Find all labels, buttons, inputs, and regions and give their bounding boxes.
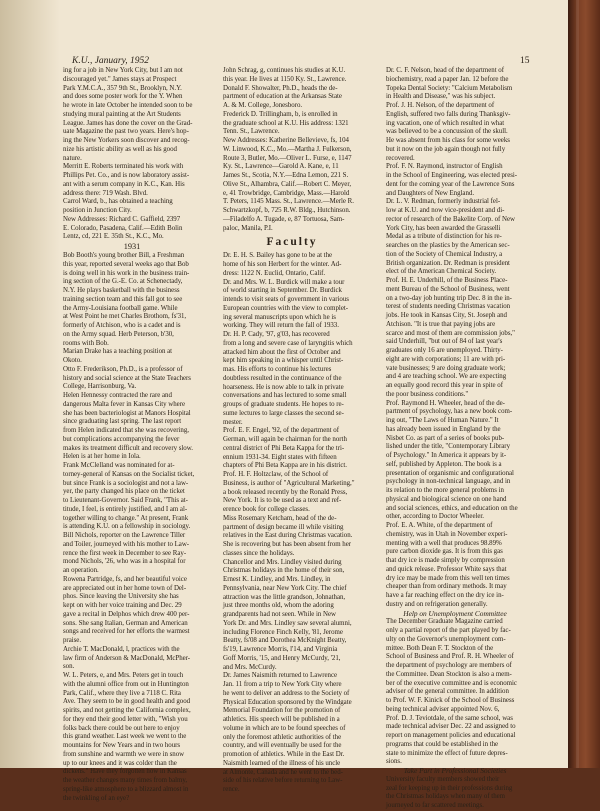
text-line: Frank McClelland was nominated for at- xyxy=(63,462,175,469)
text-line: including Florence Finch Kelly, '81, Jerome xyxy=(223,628,343,636)
text-line: the twinkling of an eye? xyxy=(63,794,130,802)
text-line: titude, I feel, is entirely justified, and I am al- xyxy=(63,505,188,513)
text-line: and quick release. Professor White says that xyxy=(386,565,507,573)
text-line: European countries with the view to complet- xyxy=(223,304,349,312)
text-line: together willing to change." At present, Frank xyxy=(63,514,189,522)
text-line: lished under the title, "Contemporary Library xyxy=(386,443,510,451)
text-line: mountains for New Years and in two hours xyxy=(63,742,181,749)
text-line: mester. xyxy=(223,418,243,426)
text-line: vate businesses; 9 are doing graduate work; xyxy=(386,364,506,372)
text-line: low at K.U. and now vice-president and di- xyxy=(386,207,505,214)
text-line: state to minimize the effect of future depres- xyxy=(386,749,508,757)
text-line: Atchison. "It is true that paying jobs are xyxy=(386,320,496,328)
running-header: K.U., January, 1952 xyxy=(72,56,150,66)
text-line: mas. His efforts to continue his lectures xyxy=(223,366,332,373)
text-line: ing vacation, one of which resulted in what xyxy=(386,119,505,127)
text-line: home of his son Herbert for the winter. Ad- xyxy=(223,261,342,268)
text-line: jobs. He took in Kansas City, St. Joseph and xyxy=(386,312,507,319)
text-line: psychology in non-technical language, and in xyxy=(386,478,511,486)
text-line: and does some poster work for the Y. When xyxy=(63,93,183,101)
section-heading: 1931 xyxy=(123,242,141,251)
text-line: conversations and has lectured to some small xyxy=(223,392,347,400)
text-line: being technical adviser appointed Nov. 6, xyxy=(386,705,500,713)
text-line: rence the first week in December to see Ray- xyxy=(63,549,187,557)
text-line: College, Harrisonburg, Va. xyxy=(63,383,137,391)
text-line: kept him speaking in a whisper until Christ- xyxy=(223,357,344,365)
text-line: —Filadelfo A. Tugade, e, 87 Tortuosa, Sam- xyxy=(223,215,345,223)
text-line: Ernest K. Lindley, and Mrs. Lindley, in xyxy=(223,576,331,583)
text-line: erence book for college classes. xyxy=(223,506,310,513)
column-left xyxy=(63,67,201,803)
text-line: physical and biological science on one hand xyxy=(386,495,507,503)
text-line: Park, Calif., where they live a 7118 C. Rita xyxy=(63,689,181,697)
text-line: mittee. Both Dean F. T. Stockton of the xyxy=(386,644,494,652)
text-line: Route 3, Butler, Mo.—Oliver L. Furse, e, 1147 xyxy=(223,154,352,162)
text-line: the Christmas holidays when many of them xyxy=(386,793,506,801)
text-line: e, 41 Trowbridge, Cambridge, Mass.—Harold xyxy=(223,189,350,197)
text-line: address there: 719 Wash. Blvd. xyxy=(63,189,148,197)
text-line: Tenn. St., Lawrence. xyxy=(223,128,280,136)
text-line: and Daughters of New England. xyxy=(386,189,475,197)
text-line: to Lieutenant-Governor. Said Frank, "This at- xyxy=(63,497,188,504)
text-line: attraction was the little grandson, Johnathan, xyxy=(223,593,346,601)
text-line: N.Y. He plays basketball with the business xyxy=(63,287,180,294)
text-line: Okoto. xyxy=(63,357,82,364)
text-line: Marian Drake has a teaching position at xyxy=(63,348,173,356)
text-line: phos. Since leaving the University she has xyxy=(63,593,179,601)
text-line: self, published by Appleton. The book is a xyxy=(386,460,502,468)
text-line: eight are with corporations; 11 are with pri- xyxy=(386,355,506,363)
text-line: an operation. xyxy=(63,567,99,574)
text-line: law firm of Anderson & MacDonald, McPher- xyxy=(63,654,191,662)
text-line: Dr. James Naismith returned to Lawrence xyxy=(223,672,338,680)
text-line: volume in which are to be found speeches of xyxy=(223,724,346,732)
text-line: Dr. H. P. Cady, '97, g'03, has recovered xyxy=(223,331,330,338)
text-line: Chancellor and Mrs. Lindley visited during xyxy=(223,558,342,566)
text-line: the Army-Louisiana football game. While xyxy=(63,304,178,312)
text-line: are appreciated out in her home town of Del- xyxy=(63,584,187,592)
text-line: this year. He lives at 1150 Ky. St., Lawrence. xyxy=(223,75,347,83)
text-line: ant with a serum company in K.C., Kan. His xyxy=(63,180,185,188)
text-line: menting with a well that produces 98.89% xyxy=(386,539,502,547)
text-line: promotion of athletics. While in the East Dr. xyxy=(223,751,345,758)
text-line: Donald F. Showalter, Ph.D., heads the de- xyxy=(223,84,338,92)
text-line: to Prof. W. F. Kinick of the School of Business xyxy=(386,697,515,704)
text-line: dustry and on refrigeration generally. xyxy=(386,600,488,608)
text-line: Olive St., Alhambra, Calif.—Robert C. Meyer, xyxy=(223,180,352,188)
text-line: W. L. Peters, e, and Mrs. Peters get in touch xyxy=(63,672,184,679)
text-line: paloc, Manila, P.I. xyxy=(223,224,273,232)
text-line: has already been issued in England by the xyxy=(386,425,501,433)
text-line: British organization. Dr. Redman is president xyxy=(386,259,510,267)
text-line: chemistry, was in Utah in November experi- xyxy=(386,530,508,538)
text-line: Phillips Pet. Co., and is now laboratory assist- xyxy=(63,172,190,179)
text-line: at West Point he met Charles Brothom, fs'31, xyxy=(63,313,187,321)
text-line: dent for the coming year of the Lawrence Sons xyxy=(386,180,515,188)
text-line: ing for a job in New York City, but I am not xyxy=(63,67,183,74)
text-line: ing the New Yorkers soon discover and recog- xyxy=(63,137,190,144)
text-line: Park Y.M.C.A., 357 9th St., Brooklyn, N.Y. xyxy=(63,84,182,92)
page-gutter-shadow xyxy=(0,0,60,768)
text-line: Schwartzkopf, b, 725 R.W. Bldg., Hutchinson. xyxy=(223,207,351,214)
text-line: Topeka Dental Society: "Calcium Metabolism xyxy=(386,84,513,92)
text-line: torney-general of Kansas on the Socialist ticket, xyxy=(63,470,195,478)
text-line: since graduating last spring. The last report xyxy=(63,418,182,426)
text-line: made technical adviser Dec. 22 and assigned to xyxy=(386,723,516,731)
text-line: rooms with Bob. xyxy=(63,339,109,347)
text-line: Dr. L. V. Redman, formerly industrial fel- xyxy=(386,198,501,206)
text-line: gave a recital in Delphos which drew 400 per- xyxy=(63,610,190,618)
text-line: Bob Booth's young brother Bill, a Freshman xyxy=(63,252,185,259)
text-line: scarce and most of them are commission jobs," xyxy=(386,329,515,337)
text-line: uate Magazine the past two years. Here's hop- xyxy=(63,128,189,136)
text-line: pure carbon dioxide gas. It is from this gas xyxy=(386,548,503,556)
text-line: from Helen indicated that she was recovering, xyxy=(63,427,189,434)
text-line: from a long and severe case of laryngitis which xyxy=(223,339,353,347)
text-line: and social sciences, ethics, and education on the xyxy=(386,504,518,512)
text-line: training section team and this fall got to see xyxy=(63,295,183,303)
text-line: German, will again be chairman for the north xyxy=(223,436,347,443)
text-line: Frederick D. Trillingham, b, is enrolled in xyxy=(223,110,338,118)
text-line: Prof. F. N. Raymond, instructor of English xyxy=(386,163,503,171)
text-line: spring-like atmosphere to a blizzard almost in xyxy=(63,785,189,793)
text-line: Memorial Foundation for the promotion of xyxy=(223,707,341,715)
text-line: T. Peters, 1145 Mass. St., Lawrence.—Merle R. xyxy=(223,198,354,206)
text-line: songs and received for her efforts the warmest xyxy=(63,628,190,636)
text-line: Prof. H. F. Holtzclaw, of the School of xyxy=(223,471,329,478)
text-line: League. James has done the cover on the Grad- xyxy=(63,119,193,127)
text-line: partment of design became ill while visiting xyxy=(223,523,344,531)
text-line: W. Linwood, K.C., Mo.—Martha J. Fulkerson, xyxy=(223,145,352,153)
text-line: Ky. St., Lawrence—Garold A. Kane, e, 11 xyxy=(223,163,339,171)
text-line: Pennsylvania, near New York City. The chief xyxy=(223,584,347,592)
text-line: he went to deliver an address to the Society of xyxy=(223,689,350,697)
text-line: of Psychology." In America it appears by it- xyxy=(386,452,507,459)
text-line: A. & M. College, Jonesboro. xyxy=(223,102,303,109)
text-line: fs'19, Lawrence Morris, l'14, and Virginia xyxy=(223,646,338,653)
text-line: up to our knees and it was colder than the xyxy=(63,759,177,767)
text-line: report on management policies and educational xyxy=(386,732,516,739)
text-line: dangerous Malta fever in Kansas City where xyxy=(63,400,186,408)
text-line: cheaper than from ordinary methods. It may xyxy=(386,583,507,591)
text-line: ing several manuscripts upon which he is xyxy=(223,313,336,321)
text-line: Merritt E. Roberts terminated his work with xyxy=(63,163,184,171)
text-line: have a far reaching effect on the dry ice in- xyxy=(386,592,504,599)
text-line: country, and will eventually be used for the xyxy=(223,742,342,750)
text-line: Prof. Raymond H. Wheeler, head of the de- xyxy=(386,399,505,407)
text-line: New Addresses: Katherine Bellevieve, fs, 104 xyxy=(223,137,349,144)
text-line: ulty on the Governor's unemployment com- xyxy=(386,635,506,643)
text-line: classes since the holidays. xyxy=(223,549,295,557)
text-line: this year, reported several weeks ago that Bob xyxy=(63,260,189,268)
text-line: this grand weather. Last week we went to the xyxy=(63,733,187,741)
section-heading: Take Part in Professional Societies xyxy=(403,766,507,775)
text-line: Rowena Partridge, fs, and her beautiful voice xyxy=(63,575,187,583)
text-line: John Schrag, g, continues his studies at K.U. xyxy=(223,67,346,74)
text-line: an equally good record this year in spite of xyxy=(386,382,503,389)
text-line: position in Junction City. xyxy=(63,207,132,214)
text-line: York Dr. and Mrs. Lindley saw several alumni, xyxy=(223,619,352,627)
text-line: praise. xyxy=(63,637,82,644)
text-line: programs that could be established in the xyxy=(386,740,499,748)
text-line: recovered. xyxy=(386,154,415,162)
text-line: son. xyxy=(63,663,75,671)
text-line: New Addresses: Richard C. Gaffield, 2397 xyxy=(63,215,181,223)
text-line: Business, is author of "Agricultural Marketing," xyxy=(223,479,355,487)
text-line: of world starting in September. Dr. Burdick xyxy=(223,287,342,295)
text-line: for they end their good letter with, "Wish you xyxy=(63,715,188,723)
text-line: journeyed to far scattered meetings. xyxy=(386,802,484,809)
text-line: doubtless resulted in the continuance of the xyxy=(223,374,342,382)
text-line: Physical Education sponsored by the Windgate xyxy=(223,698,352,706)
text-line: only a partial report of the part played by fac- xyxy=(386,627,511,634)
text-line: Medal as a tribute of distinction for his re- xyxy=(386,233,502,241)
text-line: Prof. H. E. Underhill, of the Business Place- xyxy=(386,277,508,284)
text-line: the department of psychology are members of xyxy=(386,662,512,669)
text-line: discouraged yet." James stays at Prospect xyxy=(63,75,177,83)
text-line: The December Graduate Magazine carried xyxy=(386,618,503,626)
text-line: with the alumni office from out in Huntington xyxy=(63,680,189,688)
text-line: Prof. E. A. White, of the department of xyxy=(386,522,493,529)
text-line: the weather changes many times from balmy, xyxy=(63,777,188,784)
text-line: English, suffered two falls during Thanksgiv- xyxy=(386,110,511,118)
text-line: on a two-day job hunting trip Dec. 8 in the in- xyxy=(386,294,512,302)
text-line: partment of psychology, has a new book com- xyxy=(386,408,513,416)
text-line: attacked him about the first of October and xyxy=(223,348,341,356)
text-line: University faculty members showed their xyxy=(386,775,500,783)
text-line: athletics. His speech will be published in a xyxy=(223,716,340,723)
text-line: rector of research of the Bakelite Corp. of New xyxy=(386,215,515,223)
text-line: kept on with her voice training and Dec. 29 xyxy=(63,602,182,609)
text-line: relatives in the East during Christmas vacation. xyxy=(223,532,353,540)
text-line: zeal for keeping up in their professions during xyxy=(386,784,513,792)
text-line: Miss Rosemary Ketcham, head of the de- xyxy=(223,514,337,522)
text-line: adviser of the general committee. In addition xyxy=(386,688,509,696)
text-line: mond Nichols, '26, who was in a hospital for xyxy=(63,558,186,566)
text-line: the Committee. Dean Stockton is also a mem- xyxy=(386,670,512,678)
text-line: on the Army squad. Herb Peterson, b'30, xyxy=(63,330,174,338)
text-line: was believed to be a concussion of the skull. xyxy=(386,128,508,136)
text-line: Jan. 11 from a trip to New York City where xyxy=(223,681,342,688)
text-line: side of his relative before returning to Law- xyxy=(223,777,343,785)
text-line: studying mural painting at the Art Students xyxy=(63,110,181,118)
text-line: He was absent from his class for some weeks xyxy=(386,137,510,144)
text-line: Prof. J. H. Nelson, of the department of xyxy=(386,102,495,109)
text-line: Beatty, fs'08 and Dorothea McKnight Beatty, xyxy=(223,637,347,645)
text-line: She is recovering but has been absent from her xyxy=(223,541,352,548)
text-line: dickens." Have they forgotten how in Kansas xyxy=(63,768,187,776)
text-line: grandparents had not seen. While in New xyxy=(223,611,336,618)
text-line: Dr. E. H. S. Bailey has gone to be at the xyxy=(223,252,333,260)
text-line: ment Bureau of the School of Business, went xyxy=(386,285,510,293)
text-line: Ave. They seem to be in good health and good xyxy=(63,698,191,706)
text-line: Dr. and Mrs. W. L. Burdick will make a tour xyxy=(223,278,345,286)
text-line: he wrote in late October he intended soon to be xyxy=(63,102,193,109)
text-line: and Toiler, journeyed with his mother to Law- xyxy=(63,540,190,548)
text-line: ber of the executive committee and is economic xyxy=(386,679,517,687)
text-line: chapters of Phi Beta Kappa are in his district. xyxy=(223,462,348,470)
text-line: School of Business and Prof. R. H. Wheeler of xyxy=(386,653,514,661)
text-line: Prof. D. J. Teviotdale, of the same school, was xyxy=(386,714,513,722)
text-line: its relation to the more general problems in xyxy=(386,487,504,494)
text-line: but complications accompanying the fever xyxy=(63,435,180,443)
text-line: ing out, "The Laws of Human Nature." It xyxy=(386,417,499,424)
text-line: ennium 1931-34. Eight states with fifteen xyxy=(223,453,337,461)
text-line: searches on the plastics by the American sec- xyxy=(386,242,510,249)
text-line: groups of graduate students. He hopes to re- xyxy=(223,401,344,408)
text-line: formerly of Atchison, who is a cadet and is xyxy=(63,322,181,329)
text-line: history and social science at the State Teachers xyxy=(63,374,191,382)
text-line: is attending K.U. on a fellowship in sociology. xyxy=(63,523,191,531)
text-line: dress: 1122 N. Euclid, Ontario, Calif. xyxy=(223,269,326,277)
text-line: sions. xyxy=(386,758,402,766)
text-line: but since Frank is a sociologist and not a law- xyxy=(63,479,189,487)
text-line: she has been bacteriologist at Manors Hospital xyxy=(63,409,191,417)
text-line: ing section of the G.-E. Co. at Schenectady, xyxy=(63,278,183,286)
text-line: is doing well in his work in the business train- xyxy=(63,269,190,277)
text-line: hoarseness. He is now able to talk in private xyxy=(223,383,344,391)
text-line: Goff Morris, '15, and Henry McCurdy, '21, xyxy=(223,654,341,662)
text-line: biochemistry, read a paper Jan. 12 before the xyxy=(386,75,509,83)
text-line: terest of students needing Christmas vacation xyxy=(386,303,511,311)
text-line: Lentz, cd, 221 E. 35th St., K.C., Mo. xyxy=(63,233,164,241)
text-line: at Almonte, Canada and he went to the bed- xyxy=(223,768,343,776)
text-line: in the School of Engineering, was elected presi- xyxy=(386,172,518,179)
text-line: sume lectures to large classes the second se- xyxy=(223,409,344,417)
text-line: sons. She sang Italian, German and American xyxy=(63,619,188,627)
text-line: only the foremost athletic authorities of the xyxy=(223,733,342,741)
text-line: presentation of organismic and configurational xyxy=(386,469,514,477)
text-line: that dry ice is made simply by compression xyxy=(386,557,505,564)
text-line: Helen Hennessy contracted the rare and xyxy=(63,392,172,399)
text-line: elect of the American Chemical Society. xyxy=(386,268,497,276)
text-line: Naismith learned of the illness of his uncle xyxy=(223,759,341,767)
text-line: other, according to Doctor Wheeler. xyxy=(386,513,485,521)
text-line: Bill Nichols, reporter on the Lawrence Tiller xyxy=(63,532,186,539)
text-line: the poor business conditions." xyxy=(386,390,469,398)
text-line: Dr. C. F. Nelson, head of the department of xyxy=(386,67,504,74)
section-heading: Faculty xyxy=(266,236,318,249)
text-line: James St., Scotia, N.Y.—Edna Lemon, 221 S. xyxy=(223,172,349,179)
text-line: rence. xyxy=(223,786,240,793)
text-line: folks back there could be out here to enjoy xyxy=(63,724,180,732)
text-line: from sunshine and warmth we were in snow xyxy=(63,750,185,758)
book-binding xyxy=(568,0,600,768)
text-line: and 4 are teaching school. We are expecting xyxy=(386,373,507,381)
text-line: Prof. E. F. Engel, '92, of the department of xyxy=(223,427,339,435)
column-middle xyxy=(223,67,361,795)
text-line: York City, has been awarded the Grasselli xyxy=(386,224,501,232)
text-line: New York. It is to be used as a text and ref- xyxy=(223,497,342,505)
page-number: 15 xyxy=(520,56,530,66)
section-heading: Help on Unemployment Committee xyxy=(403,608,507,618)
text-line: Carrol Ward, b., has obtained a teaching xyxy=(63,198,173,206)
text-line: nature. xyxy=(63,154,82,162)
text-line: dry ice may be made from this well ten times xyxy=(386,574,510,582)
text-line: a book released recently by the Ronald Press, xyxy=(223,488,348,496)
text-line: central district of Phi Beta Kappa for the tri- xyxy=(223,444,345,452)
text-line: nize his artistic ability as well as his good xyxy=(63,145,177,153)
column-right xyxy=(386,67,524,811)
text-line: just three months old, whom the adoring xyxy=(223,602,334,610)
text-line: graduates only 16 are unemployed. Thirty- xyxy=(386,347,503,354)
text-line: and Mrs. McCurdy. xyxy=(223,663,277,671)
text-line: intends to visit seats of government in various xyxy=(223,296,349,303)
text-line: Nisbet Co. as part of a series of books pub- xyxy=(386,434,505,442)
text-line: yer, the party changed his place on the ticket xyxy=(63,488,185,496)
text-line: working. They will return the fall of 1933. xyxy=(223,322,339,330)
text-line: partment of education at the Arkansas State xyxy=(223,93,342,101)
text-line: Otto F. Frederikson, Ph.D., is a professor of xyxy=(63,365,183,373)
text-line: said Underhill, "but out of 84 of last year's xyxy=(386,338,503,346)
text-line: in Health and Disease," was his subject. xyxy=(386,93,496,101)
text-line: tion of the Society of Chemical Industry, a xyxy=(386,250,503,258)
text-line: makes its treatment difficult and recovery slow. xyxy=(63,444,193,452)
text-line: E. Colorado, Pasadena, Calif.—Edith Bolin xyxy=(63,224,183,232)
text-line: the graduate school at K.U. His address: 1321 xyxy=(223,119,349,127)
text-line: Archie T. MacDonald, l, practices with the xyxy=(63,645,180,653)
text-line: spirits, and not getting the California complex, xyxy=(63,707,191,714)
text-line: Christmas holidays in the home of their son, xyxy=(223,567,345,575)
text-line: but it now on the job again though not fully xyxy=(386,145,506,153)
text-line: Helen is at her home in Iola. xyxy=(63,453,141,461)
